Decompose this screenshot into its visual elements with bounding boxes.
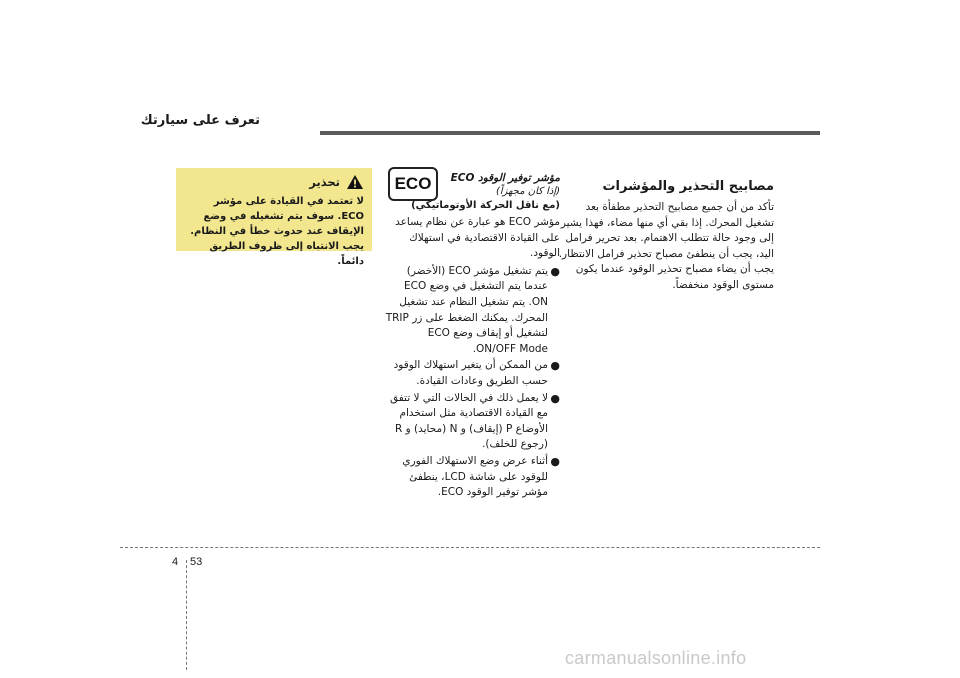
page-number: 53 (190, 556, 203, 568)
page-section-number: 4 (172, 556, 179, 568)
list-item-text: أثناء عرض وضع الاستهلاك الفوري للوقود على شاشة LCD، ينطفئ مؤشر توفير الوقود ECO. (402, 454, 548, 499)
list-item (385, 358, 560, 389)
list-item (385, 391, 560, 453)
caution-header (184, 174, 364, 190)
eco-badge-icon (388, 167, 438, 201)
crop-mark-vertical (186, 560, 187, 670)
warning-triangle-icon (346, 174, 364, 190)
list-item (385, 454, 560, 501)
list-item-text: لا يعمل ذلك في الحالات التي لا تتفق مع القيادة الاقتصادية مثل استخدام الأوضاع P (إيقاف) و N (محايد) و R (رجوع للخلف). (389, 391, 548, 451)
eco-intro: مؤشر ECO هو عبارة عن نظام يساعد على القيادة الاقتصادية في استهلاك الوقود. (395, 216, 560, 260)
eco-title: مؤشر توفير الوقود ECO (450, 172, 560, 184)
crop-mark-horizontal (120, 547, 820, 548)
section-title: مصابيح التحذير والمؤشرات (602, 179, 774, 194)
eco-indicator-section (385, 171, 560, 502)
watermark-text: carmanualsonline.info (565, 648, 747, 668)
eco-subtitle: (إذا كان مجهزاً) (495, 186, 560, 197)
caution-box (176, 168, 372, 267)
eco-subtitle-transmission: (مع ناقل الحركة الأوتوماتيكي) (411, 200, 560, 211)
caution-body: لا تعتمد في القيادة على مؤشر ECO. سوف يتم تشغيله في وضع الإيقاف عند حدوث خطأ في النظام. يجب الانتباه إلى ظروف الطريق دائماً. (190, 196, 364, 267)
caution-title: تحذير (309, 175, 340, 189)
header-rule (320, 131, 820, 135)
bullet-icon: ● (550, 454, 560, 468)
bullet-icon: ● (550, 264, 560, 278)
list-item-text: من الممكن أن يتغير استهلاك الوقود حسب الطريق وعادات القيادة. (393, 359, 548, 387)
warning-lights-section (554, 179, 774, 294)
eco-list (385, 264, 560, 501)
bullet-icon: ● (550, 391, 560, 405)
list-item (385, 264, 560, 358)
list-item-text: يتم تشغيل مؤشر ECO (الأخضر) عندما يتم التشغيل في وضع ECO ON. يتم تشغيل النظام عند تشغيل المحرك. يمكنك الضغط على زر TRIP لتشغيل أو إيقاف وضع ECO ON/OFF Mode. (385, 264, 548, 355)
bullet-icon: ● (550, 359, 560, 373)
eco-badge-label: ECO (394, 174, 432, 193)
chapter-title: تعرف على سيارتك (140, 113, 260, 128)
section-body: تأكد من أن جميع مصابيح التحذير مطفأة بعد تشغيل المحرك. إذا بقي أي منها مضاء، فهذا يشير إلى وجود حالة تتطلب الاهتمام. بعد تحرير فرامل اليد، يجب أن ينطفئ مصباح تحذير فرامل الانتظار. يجب أن يضاء مصباح تحذير الوقود عندما يكون مستوى الوقود منخفضاً. (558, 201, 774, 291)
